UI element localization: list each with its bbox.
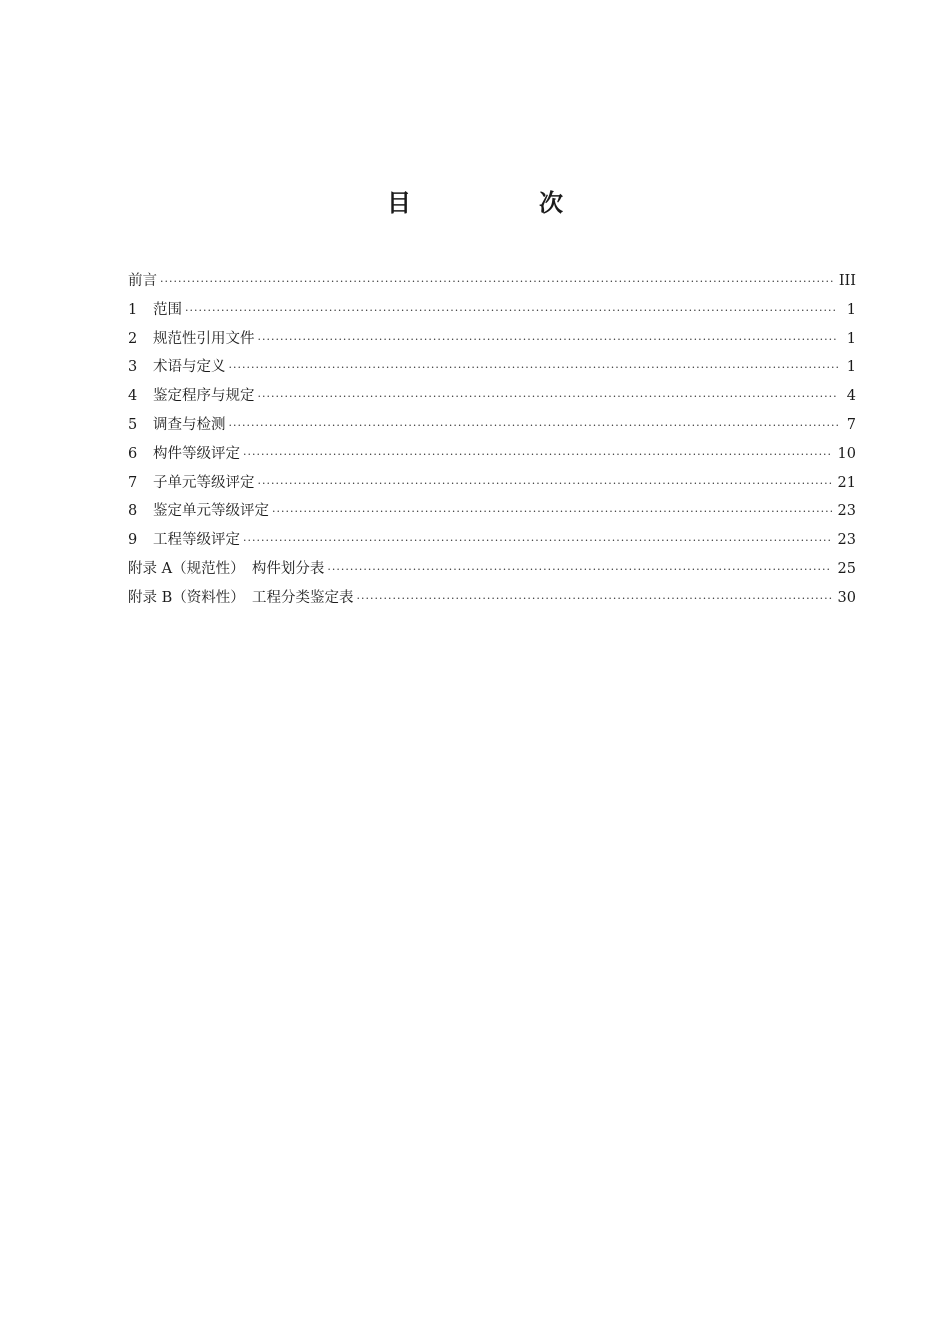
toc-entry-page: 23 <box>837 532 856 549</box>
toc-entry-page: 10 <box>837 445 856 462</box>
toc-dot-leader <box>258 382 839 412</box>
toc-entry-appendix-b[interactable] <box>128 584 856 613</box>
toc-entry-4[interactable] <box>128 382 856 411</box>
toc-entry-page: 1 <box>846 301 856 318</box>
toc-list <box>128 267 856 613</box>
toc-entry-label: 附录 A（规范性） 构件划分表 <box>128 560 325 577</box>
toc-entry-number: 3 <box>128 359 138 376</box>
toc-entry-3[interactable] <box>128 353 856 382</box>
toc-entry-number: 1 <box>128 301 138 318</box>
toc-entry-page: 23 <box>837 503 856 520</box>
toc-entry-number: 2 <box>128 330 138 347</box>
toc-entry-label: 术语与定义 <box>153 359 226 376</box>
toc-entry-2[interactable] <box>128 325 856 354</box>
toc-dot-leader <box>357 584 832 614</box>
toc-entry-9[interactable] <box>128 526 856 555</box>
toc-entry-6[interactable] <box>128 440 856 469</box>
toc-entry-label: 规范性引用文件 <box>153 330 255 347</box>
toc-entry-number: 7 <box>128 474 138 491</box>
toc-entry-label: 附录 B（资料性） 工程分类鉴定表 <box>128 589 354 606</box>
toc-dot-leader <box>258 325 839 355</box>
toc-entry-number: 5 <box>128 416 138 433</box>
toc-entry-label: 子单元等级评定 <box>153 474 255 491</box>
toc-dot-leader <box>229 353 839 383</box>
toc-entry-page: III <box>838 273 856 289</box>
toc-entry-label: 鉴定程序与规定 <box>153 388 255 405</box>
toc-entry-number: 4 <box>128 388 138 405</box>
toc-entry-number: 8 <box>128 503 138 520</box>
toc-entry-5[interactable] <box>128 411 856 440</box>
toc-entry-label: 工程等级评定 <box>153 532 240 549</box>
toc-dot-leader <box>243 440 832 470</box>
toc-entry-label: 鉴定单元等级评定 <box>153 503 269 520</box>
toc-entry-label: 调查与检测 <box>153 416 226 433</box>
toc-entry-label: 前言 <box>128 273 157 289</box>
toc-dot-leader <box>272 497 832 527</box>
toc-dot-leader <box>258 469 832 499</box>
toc-entry-8[interactable] <box>128 497 856 526</box>
toc-entry-number: 6 <box>128 445 138 462</box>
toc-entry-page: 21 <box>837 474 856 491</box>
toc-entry-7[interactable] <box>128 469 856 498</box>
toc-entry-page: 1 <box>846 359 856 376</box>
toc-entry-page: 25 <box>837 560 856 577</box>
toc-entry-foreword[interactable] <box>128 267 856 296</box>
toc-dot-leader <box>229 411 839 441</box>
toc-entry-page: 4 <box>846 388 856 405</box>
toc-entry-appendix-a[interactable] <box>128 555 856 584</box>
toc-entry-label: 范围 <box>153 301 182 318</box>
toc-entry-page: 1 <box>846 330 856 347</box>
toc-dot-leader <box>160 267 833 297</box>
toc-dot-leader <box>243 526 832 556</box>
toc-entry-page: 7 <box>846 416 856 433</box>
toc-title: 目 次 <box>387 189 615 217</box>
toc-entry-1[interactable] <box>128 296 856 325</box>
toc-dot-leader <box>327 555 831 585</box>
toc-entry-number: 9 <box>128 532 138 549</box>
toc-dot-leader <box>185 296 838 326</box>
toc-entry-label: 构件等级评定 <box>153 445 240 462</box>
toc-entry-page: 30 <box>837 589 856 606</box>
